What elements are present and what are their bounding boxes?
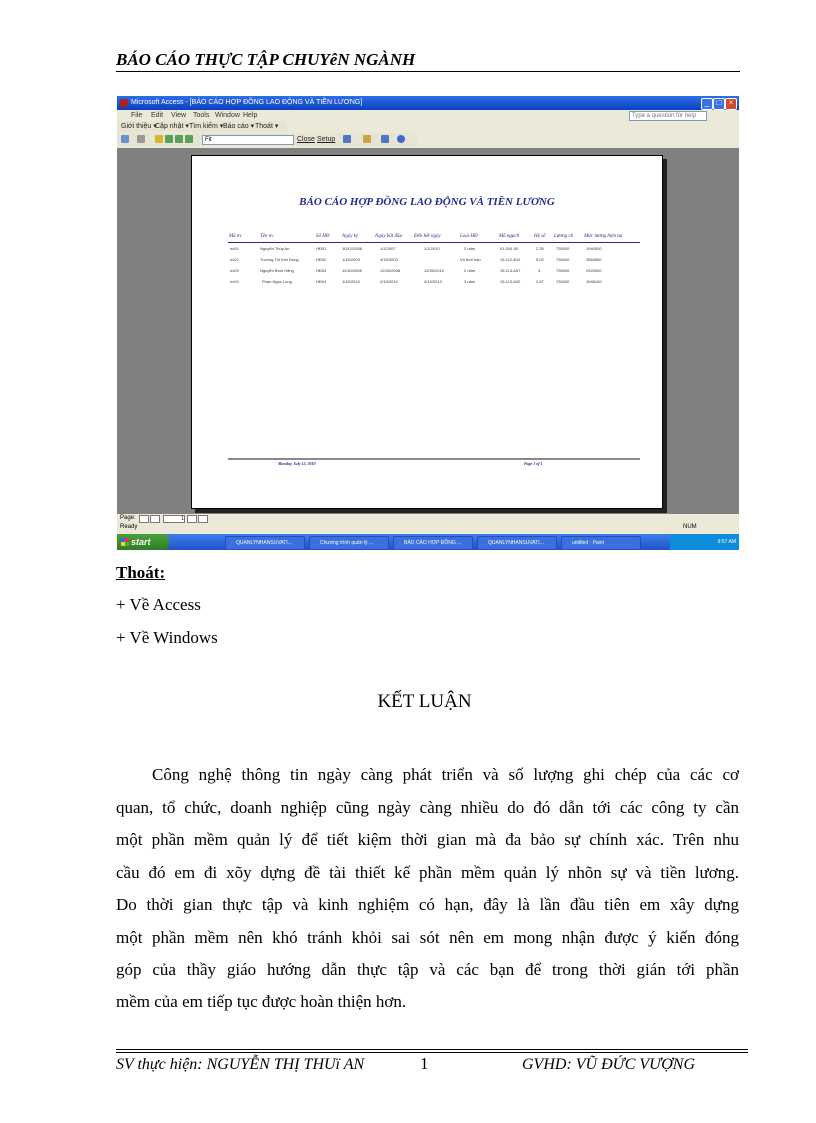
menu-bao-cao[interactable]: Báo cáo ▾ xyxy=(223,123,255,130)
col-header-ngay-bat-dau: Ngày bắt đầu xyxy=(375,234,402,239)
list-item: + Về Windows xyxy=(116,628,218,647)
conclusion-title: KẾT LUẬN xyxy=(377,691,472,712)
footer-student: SV thực hiện: NGUYỄN THỊ THUï AN xyxy=(116,1056,365,1073)
cell-luong-cb: 730000 xyxy=(556,257,570,262)
setup-button[interactable]: Setup xyxy=(317,136,336,143)
cell-muc-luong: 1948100 xyxy=(586,279,602,284)
cell-ngay-ky: 10/12/2008 xyxy=(342,246,363,251)
close-preview-button[interactable]: Close xyxy=(297,136,315,143)
cell-luong-cb: 730000 xyxy=(556,279,570,284)
menu-gioi-thieu[interactable]: Giới thiệu ▾ xyxy=(121,123,157,130)
paragraph-line: một phần mềm quản lý để tiết kiệm thời gian mà đa bảo sự chính xác. Trên nhu xyxy=(116,830,739,849)
cell-ma-nv: nv04 xyxy=(230,279,239,284)
system-tray xyxy=(670,534,739,550)
window-title: Microsoft Access - [BÁO CÁO HỢP ĐỒNG LAO ĐỘNG VÀ TIỀN LƯƠNG] xyxy=(131,99,363,106)
zoom-select[interactable]: Fit xyxy=(202,135,294,145)
footer-rule xyxy=(116,1052,748,1053)
cell-ngay-ky: 1/19/2010 xyxy=(342,279,360,284)
print-preview-toolbar xyxy=(117,133,417,146)
paragraph-line: cầu đó em đi xõy dựng đề tài thiết kế phần mềm quản lý nhõn sự và tiền lương. xyxy=(116,863,739,882)
report-footer-rule xyxy=(228,458,640,460)
access-screenshot xyxy=(117,96,739,550)
footer-advisor: GVHD: VŨ ĐỨC VƯỢNG xyxy=(522,1056,695,1073)
col-header-den-het-ngay: Đến hết ngày xyxy=(414,234,441,239)
menu-cap-nhat[interactable]: Cập nhật ▾ xyxy=(155,123,189,130)
next-page-button[interactable] xyxy=(187,515,197,523)
cell-loai-hd: 2 năm xyxy=(464,268,476,273)
report-footer-date: Monday, July 12, 2010 xyxy=(278,461,316,466)
cell-ma-nv: nv02 xyxy=(230,257,239,262)
record-navigation xyxy=(117,514,739,523)
minimize-button[interactable] xyxy=(701,98,713,110)
cell-he-so: 2.67 xyxy=(536,279,544,284)
new-object-icon[interactable] xyxy=(381,135,389,143)
page-header-title: BÁO CÁO THỰC TẬP CHUYêN NGÀNH xyxy=(116,50,416,69)
cell-luong-cb: 730000 xyxy=(556,268,570,273)
maximize-button[interactable] xyxy=(713,98,725,110)
list-item: + Về Access xyxy=(116,595,201,614)
taskbar-item[interactable]: Chương trình quản lý ... xyxy=(309,536,389,550)
two-pages-icon[interactable] xyxy=(175,135,183,143)
page-number: 1 xyxy=(420,1054,429,1073)
minimize-icon: _ xyxy=(704,98,710,107)
cell-muc-luong: 2920000 xyxy=(586,268,602,273)
status-bar xyxy=(117,523,739,532)
prev-page-button[interactable] xyxy=(150,515,160,523)
cell-ma-ngach: 15.113-A02 xyxy=(500,279,521,284)
cell-ngay-bat-dau: 4/15/2003 xyxy=(380,257,398,262)
one-page-icon[interactable] xyxy=(165,135,173,143)
menu-bar xyxy=(117,110,739,121)
num-lock-indicator: NUM xyxy=(683,524,697,530)
last-page-button[interactable] xyxy=(198,515,208,523)
col-header-he-so: Hệ số xyxy=(534,234,546,239)
taskbar-item[interactable]: BÁO CÁO HỢP ĐỒNG ... xyxy=(393,536,473,550)
report-header-rule xyxy=(228,242,640,243)
clock: 9:57 AM xyxy=(717,539,736,545)
col-header-ngay-ky: Ngày ký xyxy=(342,234,359,239)
col-header-ma-ngach: Mã ngạch xyxy=(499,234,520,239)
cell-loai-hd: 2 năm xyxy=(464,246,476,251)
help-icon[interactable] xyxy=(397,135,405,143)
cell-ma-ngach: 15.113-A07 xyxy=(500,268,521,273)
col-header-muc-luong: Mức lương hiện tại xyxy=(584,234,623,239)
menu-thoat[interactable]: Thoát ▾ xyxy=(255,123,279,130)
cell-den-het-ngay: 12/30/2010 xyxy=(424,268,445,273)
taskbar-item[interactable]: QUANLYNHANSUVATI... xyxy=(477,536,557,550)
cell-he-so: 5.02 xyxy=(536,257,544,262)
cell-ma-ngach: 01.004-90 xyxy=(500,246,519,251)
header-rule xyxy=(116,71,740,72)
start-label: start xyxy=(131,537,151,547)
col-header-loai-hd: Loại HĐ xyxy=(460,234,478,239)
print-icon[interactable] xyxy=(137,135,145,143)
cell-ngay-ky: 11/30/2008 xyxy=(342,268,362,273)
office-links-icon[interactable] xyxy=(343,135,351,143)
status-text: Ready xyxy=(120,524,138,530)
paragraph-line: một phần mềm nên khó tránh khỏi sai sót nên em mong nhận được ý kiến đóng xyxy=(116,928,739,947)
cell-ngay-bat-dau: 2/19/2010 xyxy=(380,279,398,284)
col-header-ma-nv: Mã nv xyxy=(229,234,242,239)
col-header-ten-nv: Tên nv xyxy=(260,234,274,239)
paragraph-line: mềm của em tiếp tục được hoàn thiện hơn. xyxy=(116,992,407,1011)
taskbar-item[interactable]: QUANLYNHANSUVATI... xyxy=(225,536,305,550)
cell-muc-luong: 3564600 xyxy=(586,257,602,262)
cell-ma-ngach: 15.112-404 xyxy=(500,257,520,262)
view-icon[interactable] xyxy=(121,135,129,143)
maximize-icon: □ xyxy=(716,98,722,107)
windows-taskbar xyxy=(117,534,739,550)
page-label: Page: xyxy=(120,515,136,521)
menu-edit[interactable]: Edit xyxy=(151,112,164,119)
database-window-icon[interactable] xyxy=(363,135,371,143)
cell-ten-nv: Nguyễn Bình Hằng xyxy=(260,268,294,273)
cell-ten-nv: Phan Ngọc Long xyxy=(262,279,292,284)
report-page xyxy=(191,155,663,509)
windows-logo-icon xyxy=(121,538,129,546)
cell-ten-nv: Trương Thị Kim Dung xyxy=(260,257,299,262)
cell-he-so: 2.35 xyxy=(536,246,544,251)
cell-loai-hd: 2 năm xyxy=(464,279,476,284)
menu-tools[interactable]: Tools xyxy=(193,112,210,119)
section-heading: Thoát: xyxy=(116,563,166,582)
cell-ma-nv: nv03 xyxy=(230,268,239,273)
col-header-so-hd: Số HĐ xyxy=(316,234,330,239)
window-titlebar xyxy=(117,96,739,110)
menu-file[interactable]: File xyxy=(131,112,143,119)
cell-den-het-ngay: 2/19/2012 xyxy=(424,279,442,284)
cell-muc-luong: 1940500 xyxy=(586,246,602,251)
paragraph-line: quan, tổ chức, doanh nghiệp cũng ngày càng nhiều do đó dẫn tới các công ty cần xyxy=(116,798,739,817)
report-title: BÁO CÁO HỢP ĐỒNG LAO ĐỘNG VÀ TIỀN LƯƠNG xyxy=(299,196,555,208)
menu-tim-kiem[interactable]: Tìm kiếm ▾ xyxy=(189,123,224,130)
menu-view[interactable]: View xyxy=(171,112,187,119)
cell-ngay-bat-dau: 12/30/2008 xyxy=(380,268,401,273)
paragraph-line: Công nghệ thông tin ngày càng phát triển và số lượng ghi chép của các cơ xyxy=(152,765,739,784)
cell-den-het-ngay: 1/1/2010 xyxy=(424,246,440,251)
footer-rule xyxy=(116,1049,748,1050)
taskbar-item[interactable]: untitled - Paint xyxy=(561,536,641,550)
close-window-button[interactable] xyxy=(725,98,737,110)
paragraph-line: Do thời gian thực tập và kinh nghiệm có hạn, đây là lần đầu tiên em xây dựng xyxy=(116,895,739,914)
paragraph-line: góp của thầy giáo hướng dẫn thực tập và các bạn để trong thời gián tới phần xyxy=(116,960,739,979)
cell-so-hd: HĐ04 xyxy=(316,279,327,284)
cell-ngay-bat-dau: 1/1/2007 xyxy=(380,246,396,251)
cell-so-hd: HĐ02 xyxy=(316,257,327,262)
multiple-pages-icon[interactable] xyxy=(185,135,193,143)
menu-help[interactable]: Help xyxy=(243,112,258,119)
first-page-button[interactable] xyxy=(139,515,149,523)
cell-ngay-ky: 1/15/2003 xyxy=(342,257,360,262)
cell-so-hd: HĐ03 xyxy=(316,268,327,273)
cell-luong-cb: 730000 xyxy=(556,246,570,251)
report-footer-page: Page 1 of 1 xyxy=(524,461,543,466)
access-app-icon xyxy=(120,99,128,107)
help-search-input[interactable]: Type a question for help xyxy=(629,111,707,121)
start-button[interactable] xyxy=(117,534,169,550)
page-number-input[interactable]: 1 xyxy=(163,515,185,523)
cell-loai-hd: Vô thời hạn xyxy=(460,257,481,262)
cell-he-so: 4 xyxy=(538,268,541,273)
cell-so-hd: HĐ01 xyxy=(316,246,327,251)
zoom-icon[interactable] xyxy=(155,135,163,143)
cell-ma-nv: nv01 xyxy=(230,246,239,251)
custom-menu-toolbar xyxy=(117,121,287,132)
cell-ten-nv: Nguyễn Thùy An xyxy=(260,246,290,251)
menu-window[interactable]: Window xyxy=(215,112,240,119)
col-header-luong-cb: Lương cb xyxy=(554,234,574,239)
close-icon: × xyxy=(728,98,734,107)
